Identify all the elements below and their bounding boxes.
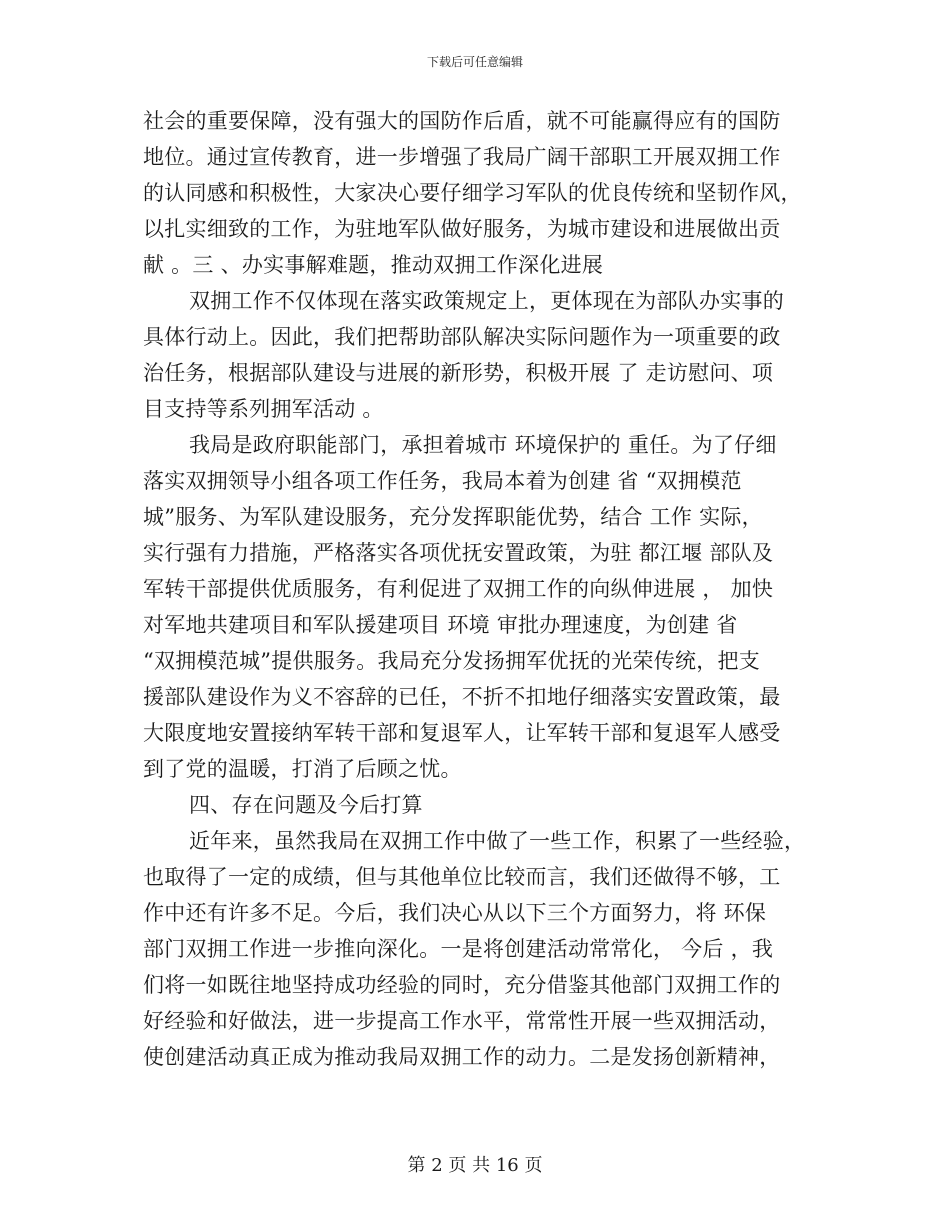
body-line: 军转干部提供优质服务，有利促进了双拥工作的向纵伸进展 ， 加快	[143, 577, 774, 601]
body-line: 具体行动上。因此，我们把帮助部队解决实际问题作为一项重要的政	[143, 325, 781, 349]
body-line: 社会的重要保障，没有强大的国防作后盾，就不可能赢得应有的国防	[143, 109, 781, 133]
body-line: 城”服务、为军队建设服务，充分发挥职能优势，结合 工作 实际，	[143, 505, 763, 529]
body-line: 使创建活动真正成为推动我局双拥工作的动力。二是发扬创新精神，	[143, 1045, 781, 1069]
body-line: 部门双拥工作进一步推向深化。一是将创建活动常常化， 今后 ，我	[143, 937, 774, 961]
body-line: 的认同感和积极性，大家决心要仔细学习军队的优良传统和坚韧作风，	[143, 181, 802, 205]
body-line: 治任务，根据部队建设与进展的新形势，积极开展 了 走访慰问、项	[143, 361, 774, 385]
body-line: 到了党的温暖，打消了后顾之忧。	[143, 757, 462, 781]
body-line: 作中还有许多不足。今后，我们决心从以下三个方面努力，将 环保	[143, 901, 767, 925]
body-line: 好经验和好做法，进一步提高工作水平，常常性开展一些双拥活动，	[143, 1009, 781, 1033]
body-line: 地位。通过宣传教育，进一步增强了我局广阔干部职工开展双拥工作	[143, 145, 781, 169]
body-line: 对军地共建项目和军队援建项目 环境 审批办理速度，为创建 省	[143, 613, 738, 637]
body-line: 也取得了一定的成绩，但与其他单位比较而言，我们还做得不够，工	[143, 865, 781, 889]
body-line: 落实双拥领导小组各项工作任务，我局本着为创建 省 “双拥模范	[143, 469, 742, 493]
section-heading: 四、存在问题及今后打算	[189, 793, 423, 817]
document-body	[0, 103, 950, 1075]
page-number-footer: 第 2 页 共 16 页	[407, 1155, 543, 1176]
paragraph-start-line: 近年来，虽然我局在双拥工作中做了一些工作，积累了一些经验，	[189, 829, 806, 853]
body-line: 以扎实细致的工作，为驻地军队做好服务，为城市建设和进展做出贡	[143, 217, 781, 241]
body-line: 献 。三 、办实事解难题，推动双拥工作深化进展	[143, 253, 604, 277]
body-line: 实行强有力措施，严格落实各项优抚安置政策，为驻 都江堰 部队及	[143, 541, 774, 565]
body-line: 援部队建设作为义不容辞的已任，不折不扣地仔细落实安置政策，最	[143, 685, 781, 709]
paragraph-start-line: 双拥工作不仅体现在落实政策规定上，更体现在为部队办实事的	[189, 289, 784, 313]
paragraph-start-line: 我局是政府职能部门，承担着城市 环境保护的 重任。为了仔细	[189, 433, 777, 457]
body-line: 目支持等系列拥军活动 。	[143, 397, 384, 421]
body-line: 们将一如既往地坚持成功经验的同时，充分借鉴其他部门双拥工作的	[143, 973, 781, 997]
body-line: “双拥模范城”提供服务。我局充分发扬拥军优抚的光荣传统，把支	[143, 649, 760, 673]
body-line: 大限度地安置接纳军转干部和复退军人，让军转干部和复退军人感受	[143, 721, 781, 745]
page-header-note: 下载后可任意编辑	[426, 55, 523, 69]
